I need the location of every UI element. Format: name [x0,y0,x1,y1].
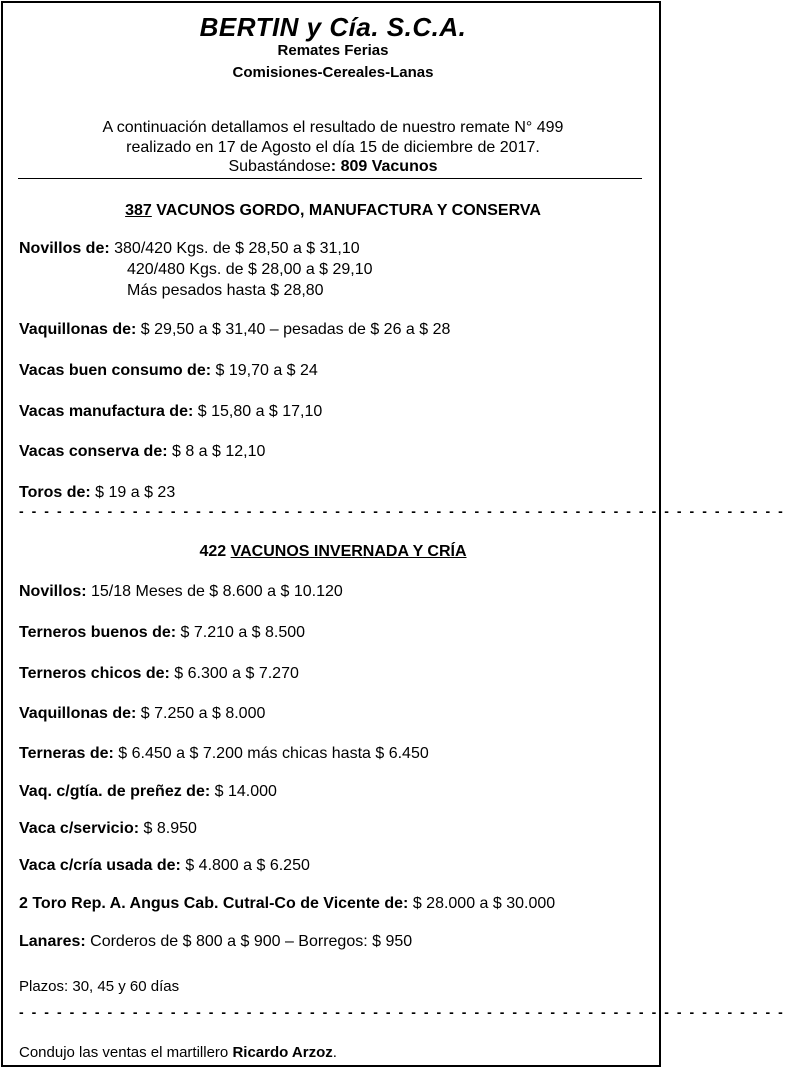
label: Novillos de: [19,240,110,257]
value: $ 19 a $ 23 [90,484,176,501]
intro-line-3 [0,157,666,177]
toros-row [19,484,175,502]
terneras-row [19,745,429,763]
value: $ 19,70 a $ 24 [211,362,318,379]
value: $ 7.250 a $ 8.000 [136,705,266,722]
vaquillonas-invernada-row [19,705,265,723]
intro-line-2: realizado en 17 de Agosto el día 15 de diciembre de 2017. [126,139,540,156]
header-divider [18,178,642,179]
value: $ 7.210 a $ 8.500 [176,624,306,641]
label: Vaquillonas de: [19,321,137,338]
value: 15/18 Meses de $ 8.600 a $ 10.120 [86,583,343,600]
vaca-cria-row [19,857,310,875]
toro-angus-row [19,895,555,913]
intro-line-3-bold: : 809 Vacunos [330,158,438,175]
terneros-chicos-row [19,665,299,683]
section-2-count: 422 [199,543,231,560]
label: Terneros chicos de: [19,665,170,682]
value: $ 4.800 a $ 6.250 [180,857,310,874]
terneros-buenos-row [19,624,305,642]
label: Lanares: [19,933,86,950]
vacas-conserva-row [19,443,265,461]
novillos-gordo-row [19,240,360,258]
section-2-title: VACUNOS INVERNADA Y CRÍA [230,543,467,560]
label: Vaquillonas de: [19,705,137,722]
value: $ 28.000 a $ 30.000 [408,895,556,912]
label: Terneras de: [19,745,114,762]
company-title: BERTIN y Cía. S.C.A. [199,12,467,42]
label: 2 Toro Rep. A. Angus Cab. Cutral-Co de Vicente de: [19,895,409,912]
vaq-prenez-row [19,783,277,801]
vacas-consumo-row [19,362,318,380]
subtitle-comisiones: Comisiones-Cereales-Lanas [232,64,434,81]
value: $ 6.300 a $ 7.270 [169,665,299,682]
novillos-gordo-row-2: 420/480 Kgs. de $ 28,00 a $ 29,10 [127,261,373,278]
auctioneer-name: Ricardo Arzoz [232,1044,333,1061]
vaca-servicio-row [19,820,197,838]
section-1-count: 387 [125,202,152,219]
label: Toros de: [19,484,91,501]
novillos-invernada-row [19,583,343,601]
value: 380/420 Kgs. de $ 28,50 a $ 31,10 [109,240,360,257]
label: Vacas buen consumo de: [19,362,212,379]
footer-text [19,1044,337,1061]
value: Corderos de $ 800 a $ 900 – Borregos: $ 950 [85,933,413,950]
value: $ 15,80 a $ 17,10 [193,403,323,420]
label: Novillos: [19,583,87,600]
label: Vaca c/servicio: [19,820,140,837]
lanares-row [19,933,412,951]
novillos-gordo-row-3: Más pesados hasta $ 28,80 [127,282,324,299]
label: Vaq. c/gtía. de preñez de: [19,783,211,800]
dashed-separator-1: - - - - - - - - - - - - - - - - - - - - - - - - - - - - - - - - - - - - - - - - - - - - - - - - - - - - - - - - - - - - - [19,503,785,519]
intro-line-1: A continuación detallamos el resultado de nuestro remate N° 499 [102,119,564,136]
value: $ 14.000 [210,783,277,800]
section-1-heading [0,202,666,220]
label: Terneros buenos de: [19,624,177,641]
section-1-title: VACUNOS GORDO, MANUFACTURA Y CONSERVA [151,202,541,219]
vacas-manufactura-row [19,403,322,421]
footer-end: . [332,1044,337,1061]
label: Vacas manufactura de: [19,403,194,420]
label: Vacas conserva de: [19,443,168,460]
intro-line-3-text: Subastándose [228,158,331,175]
vaquillonas-gordo-row [19,321,450,339]
value: $ 6.450 a $ 7.200 más chicas hasta $ 6.450 [113,745,429,762]
dashed-separator-2: - - - - - - - - - - - - - - - - - - - - - - - - - - - - - - - - - - - - - - - - - - - - - - - - - - - - - - - - - - - - - [19,1004,785,1020]
subtitle-remates: Remates Ferias [277,42,389,59]
value: $ 29,50 a $ 31,40 – pesadas de $ 26 a $ 28 [136,321,451,338]
section-2-heading [0,543,666,561]
value: $ 8.950 [139,820,197,837]
value: $ 8 a $ 12,10 [167,443,266,460]
label: Vaca c/cría usada de: [19,857,181,874]
footer-prefix: Condujo las ventas el martillero [19,1044,233,1061]
plazos-text: Plazos: 30, 45 y 60 días [19,978,180,995]
